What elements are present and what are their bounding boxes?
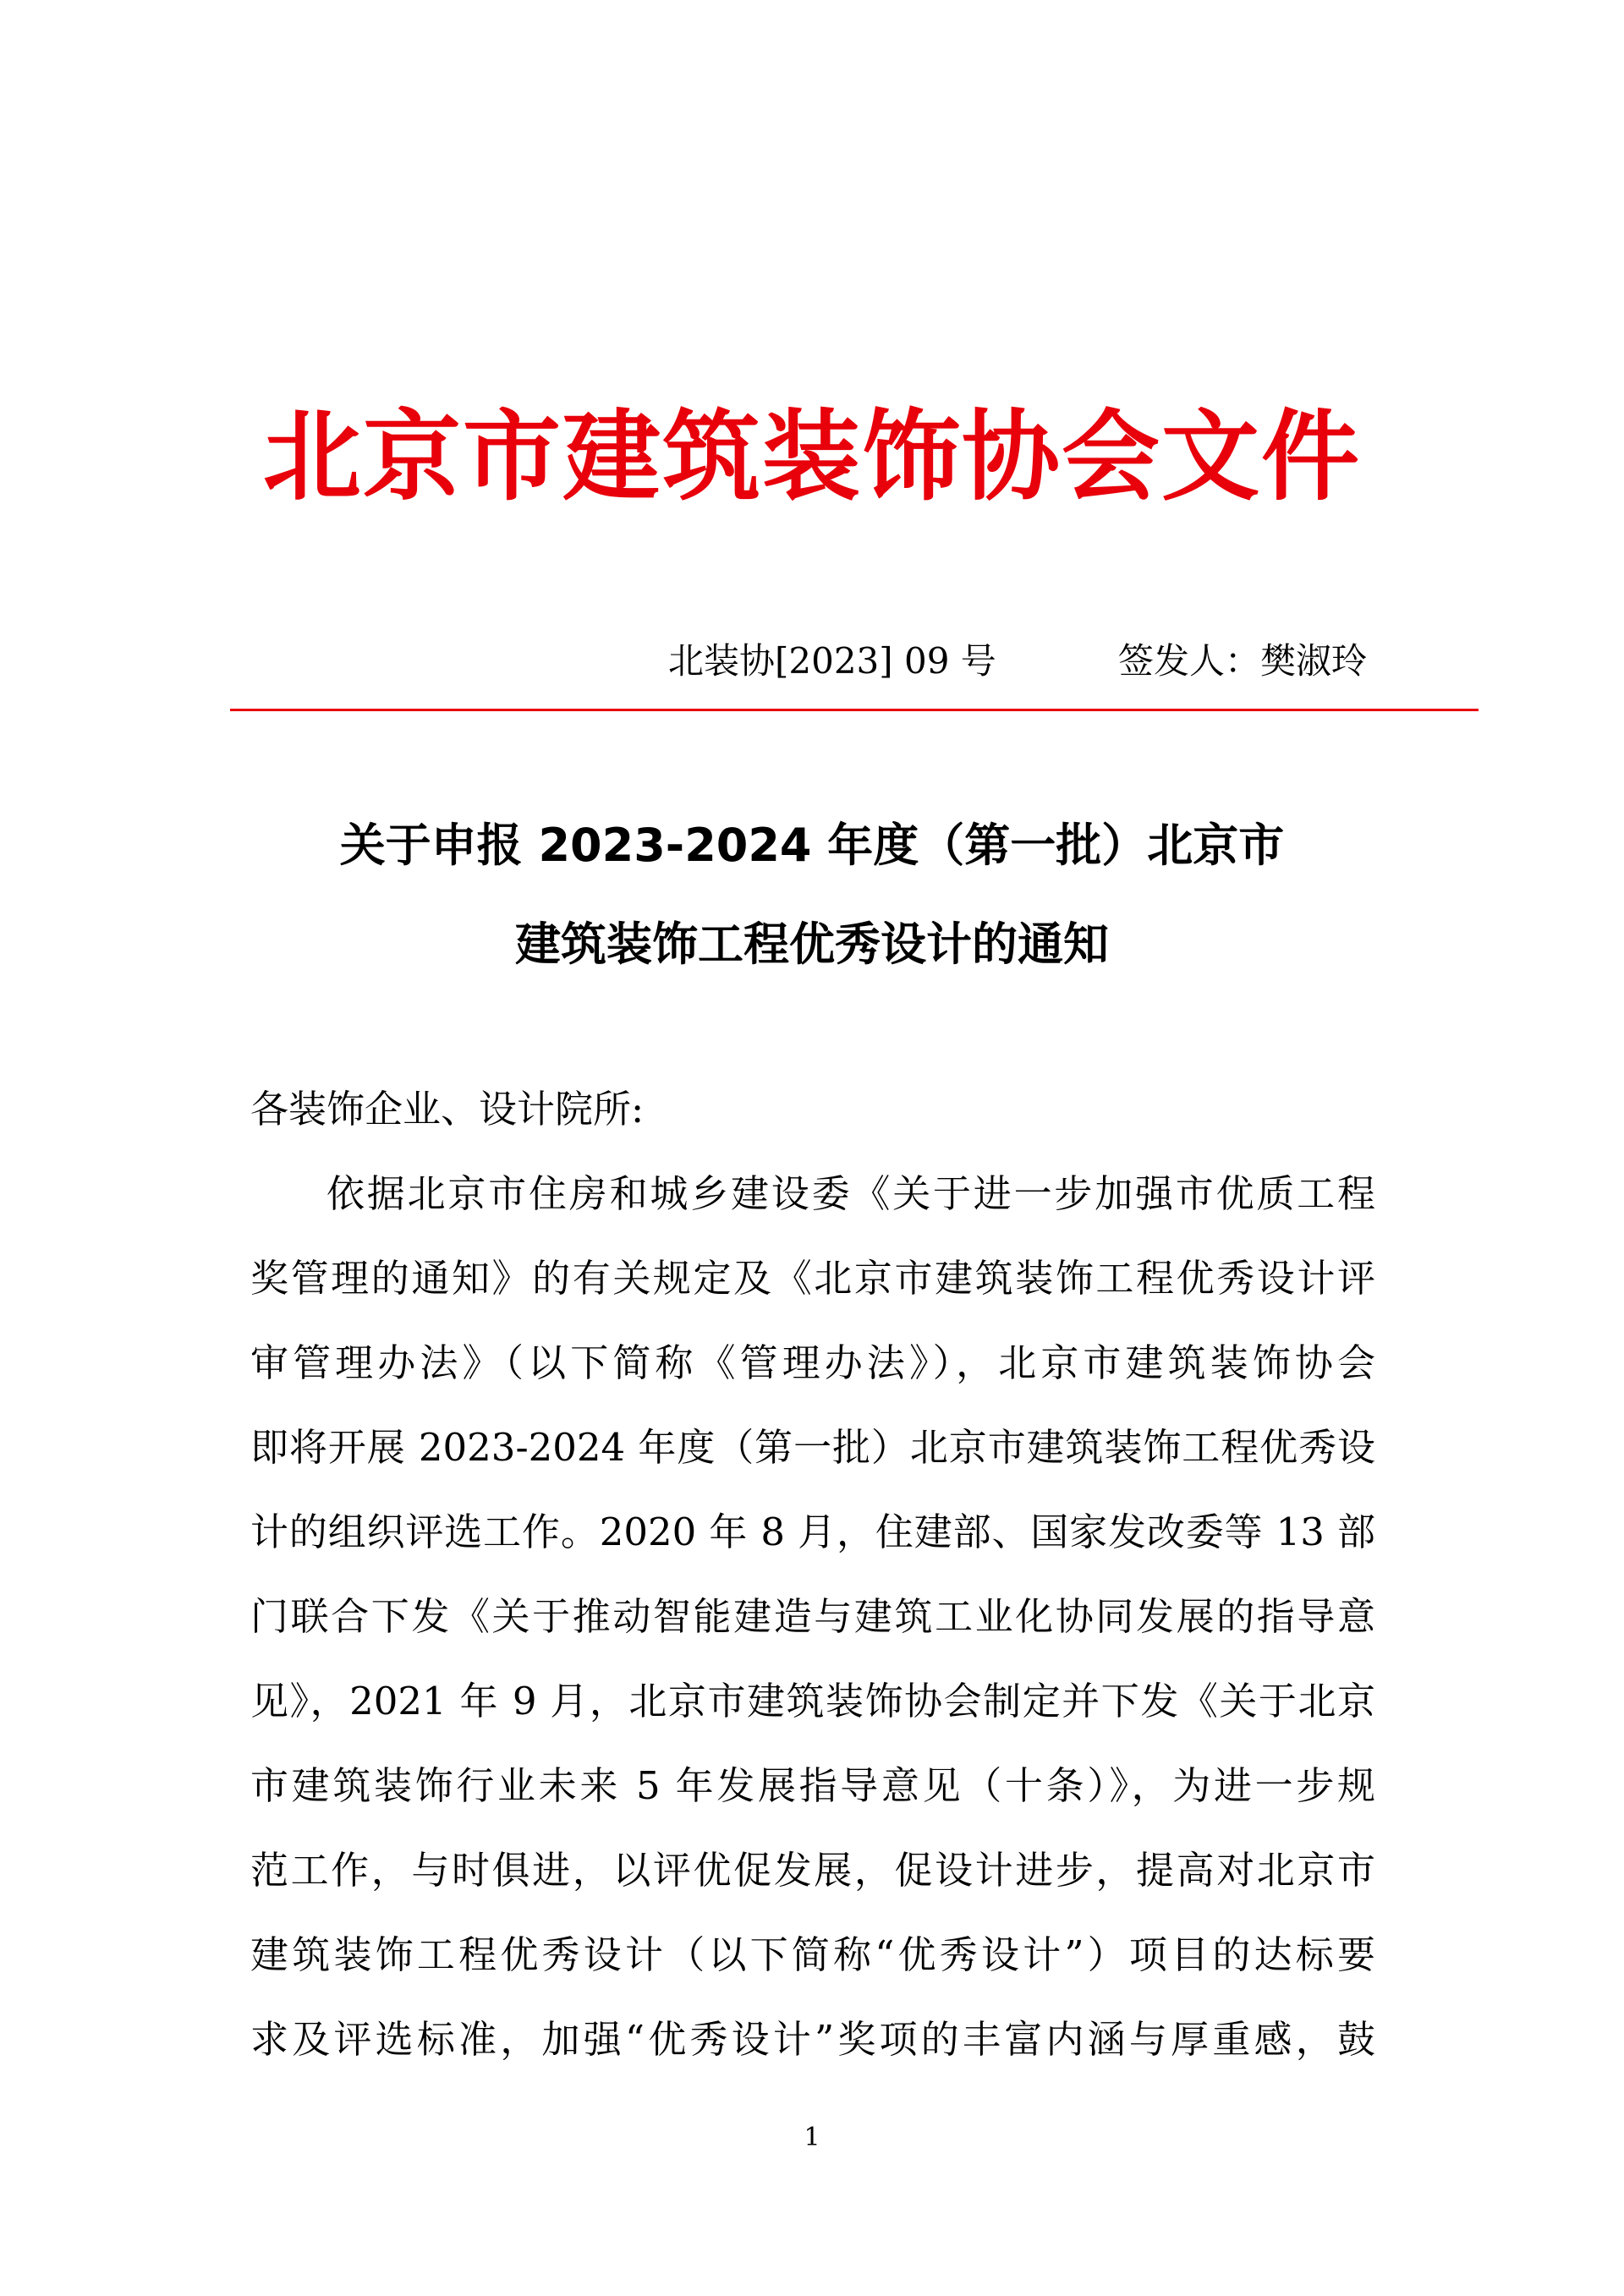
notice-title-line-2: 建筑装饰工程优秀设计的通知 (515, 918, 1109, 971)
page-number: 1 (804, 2123, 820, 2152)
signer: 签发人：樊淑玲 (1118, 640, 1368, 682)
body-line: 范工作，与时俱进，以评优促发展，促设计进步，提高对北京市 (250, 1848, 1375, 1893)
notice-title-line-1: 关于申报 2023-2024 年度（第一批）北京市 (339, 819, 1285, 872)
body-line: 奖管理的通知》的有关规定及《北京市建筑装饰工程优秀设计评 (250, 1256, 1375, 1301)
body-line: 依据北京市住房和城乡建设委《关于进一步加强市优质工程 (326, 1171, 1375, 1216)
document-number: 北装协[2023] 09 号 (668, 640, 996, 682)
body-line: 门联合下发《关于推动智能建造与建筑工业化协同发展的指导意 (250, 1594, 1375, 1639)
salutation: 各装饰企业、设计院所: (250, 1087, 645, 1132)
body-line: 求及评选标准，加强“优秀设计”奖项的丰富内涵与厚重感，鼓 (250, 2017, 1375, 2062)
red-divider (230, 709, 1479, 711)
body-line: 计的组织评选工作。2020 年 8 月，住建部、国家发改委等 13 部 (250, 1510, 1375, 1554)
body-line: 审管理办法》（以下简称《管理办法》），北京市建筑装饰协会 (250, 1340, 1375, 1385)
body-line: 市建筑装饰行业未来 5 年发展指导意见（十条）》，为进一步规 (250, 1763, 1375, 1808)
body-line: 即将开展 2023-2024 年度（第一批）北京市建筑装饰工程优秀设 (250, 1425, 1375, 1470)
body-line: 建筑装饰工程优秀设计（以下简称“优秀设计”）项目的达标要 (250, 1932, 1375, 1977)
masthead-title: 北京市建筑装饰协会文件 (263, 399, 1361, 514)
body-line: 见》，2021 年 9 月，北京市建筑装饰协会制定并下发《关于北京 (250, 1679, 1375, 1723)
